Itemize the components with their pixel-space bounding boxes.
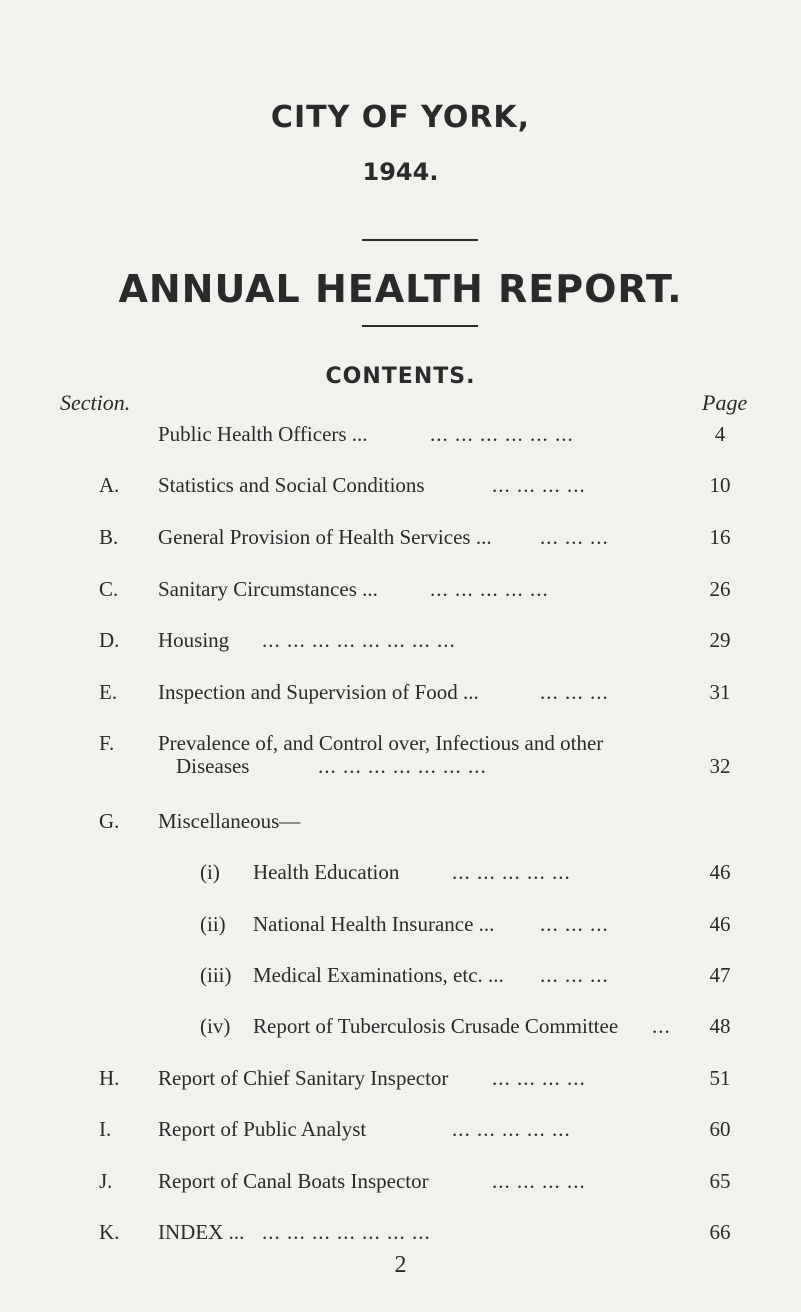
entry-page: 47 [709, 963, 731, 987]
leader-dots: ... ... ... ... ... ... ... [262, 1220, 431, 1244]
entry-page: 10 [709, 473, 731, 497]
leader-dots: ... ... ... ... ... [430, 577, 549, 601]
sub-entry-title: Report of Tuberculosis Crusade Committee [253, 1014, 619, 1038]
entry-page: 48 [709, 1014, 731, 1038]
report-year: 1944. [362, 158, 439, 186]
toc-entry [0, 420, 801, 448]
sub-entry-number: (iv) [200, 1014, 231, 1038]
sub-entry-title: Health Education [253, 860, 400, 884]
section-letter: J. [99, 1169, 113, 1193]
leader-dots: ... ... ... ... [492, 473, 586, 497]
entry-title: INDEX ... [158, 1220, 245, 1244]
entry-title-continued: Diseases [176, 754, 250, 778]
toc-entry [0, 1218, 801, 1246]
section-letter: I. [99, 1117, 112, 1141]
toc-entry-continuation [0, 752, 801, 780]
entry-page: 26 [709, 577, 731, 601]
divider-rule [362, 239, 478, 241]
leader-dots: ... ... ... ... ... [452, 860, 571, 884]
entry-page: 32 [709, 754, 731, 778]
section-letter: E. [99, 680, 118, 704]
section-letter: K. [99, 1220, 120, 1244]
entry-page: 4 [714, 422, 726, 446]
entry-title: Report of Chief Sanitary Inspector [158, 1066, 449, 1090]
toc-entry [0, 471, 801, 499]
leader-dots: ... ... ... ... ... ... ... [318, 754, 487, 778]
page-number: 2 [394, 1252, 407, 1278]
entry-page: 65 [709, 1169, 731, 1193]
sub-entry-title: Medical Examinations, etc. ... [253, 963, 504, 987]
leader-dots: ... ... ... [540, 680, 609, 704]
entry-title: Housing [158, 628, 230, 652]
report-title: ANNUAL HEALTH REPORT. [118, 267, 683, 311]
toc-sub-entry [0, 961, 801, 989]
leader-dots: ... ... ... ... ... ... ... ... [262, 628, 456, 652]
toc-entry [0, 1115, 801, 1143]
toc-entry [0, 626, 801, 654]
toc-sub-entry [0, 910, 801, 938]
sub-entry-number: (ii) [200, 912, 226, 936]
leader-dots: ... [652, 1014, 671, 1038]
entry-title: Report of Canal Boats Inspector [158, 1169, 429, 1193]
entry-title: Sanitary Circumstances ... [158, 577, 378, 601]
entry-page: 60 [709, 1117, 731, 1141]
toc-entry [0, 678, 801, 706]
leader-dots: ... ... ... [540, 963, 609, 987]
entry-title: Inspection and Supervision of Food ... [158, 680, 479, 704]
toc-sub-entry [0, 1012, 801, 1040]
entry-title: Public Health Officers ... [158, 422, 368, 446]
entry-title: General Provision of Health Services ... [158, 525, 492, 549]
entry-page: 16 [709, 525, 731, 549]
entry-page: 29 [709, 628, 731, 652]
entry-page: 46 [709, 912, 731, 936]
section-letter: C. [99, 577, 119, 601]
entry-page: 46 [709, 860, 731, 884]
section-letter: F. [99, 731, 115, 755]
leader-dots: ... ... ... ... [492, 1066, 586, 1090]
leader-dots: ... ... ... ... ... [452, 1117, 571, 1141]
section-letter: D. [99, 628, 120, 652]
toc-entry [0, 575, 801, 603]
sub-entry-number: (i) [200, 860, 220, 884]
divider-rule [362, 325, 478, 327]
section-letter: G. [99, 809, 120, 833]
section-column-header: Section. [60, 390, 131, 415]
entry-page: 66 [709, 1220, 731, 1244]
section-letter: B. [99, 525, 119, 549]
city-title: CITY OF YORK, [270, 100, 531, 135]
section-letter: H. [99, 1066, 120, 1090]
page-column-header: Page [702, 390, 748, 415]
entry-title: Statistics and Social Conditions [158, 473, 425, 497]
sub-entry-title: National Health Insurance ... [253, 912, 495, 936]
leader-dots: ... ... ... ... [492, 1169, 586, 1193]
entry-title: Report of Public Analyst [158, 1117, 367, 1141]
toc-entry [0, 523, 801, 551]
leader-dots: ... ... ... [540, 912, 609, 936]
toc-entry [0, 807, 801, 835]
leader-dots: ... ... ... [540, 525, 609, 549]
entry-title: Miscellaneous— [158, 809, 301, 833]
entry-page: 31 [709, 680, 731, 704]
toc-entry [0, 1167, 801, 1195]
entry-title: Prevalence of, and Control over, Infectious and other [158, 731, 604, 755]
leader-dots: ... ... ... ... ... ... [430, 422, 574, 446]
entry-page: 51 [709, 1066, 731, 1090]
section-letter: A. [99, 473, 120, 497]
sub-entry-number: (iii) [200, 963, 232, 987]
toc-entry [0, 1064, 801, 1092]
toc-sub-entry [0, 858, 801, 886]
contents-heading: CONTENTS. [325, 364, 476, 389]
